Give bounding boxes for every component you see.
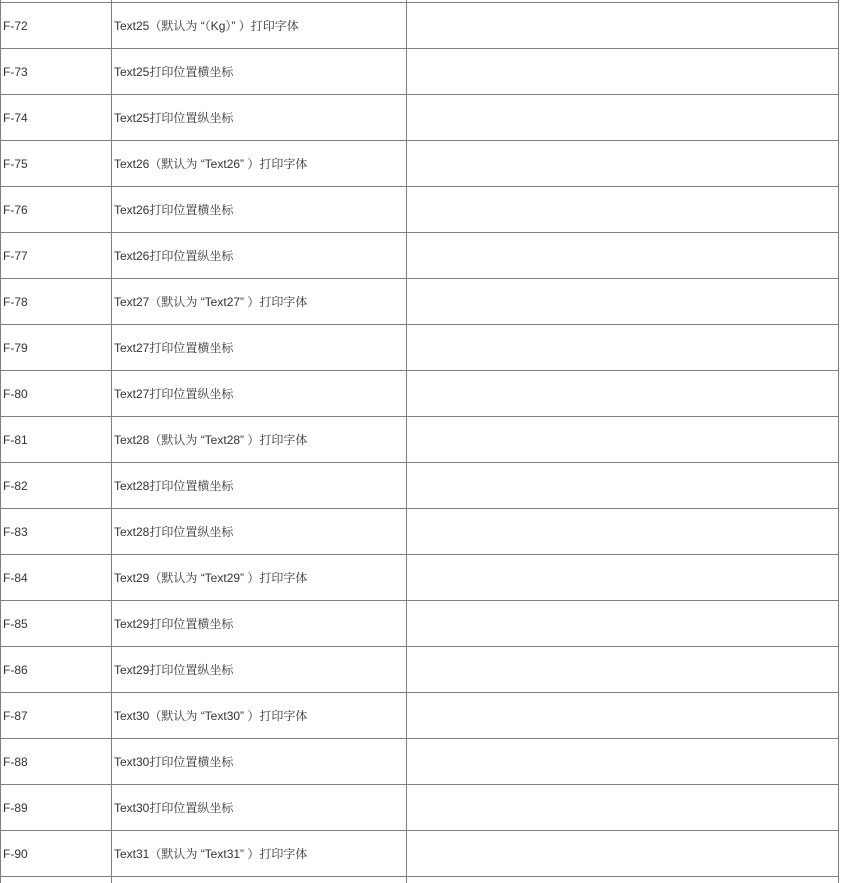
cell-notes bbox=[407, 141, 839, 187]
cell-id: F-83 bbox=[1, 509, 112, 555]
table-row bbox=[1, 601, 839, 647]
cell-id: F-73 bbox=[1, 49, 112, 95]
table-row bbox=[1, 785, 839, 831]
cell-description: Text25打印位置纵坐标 bbox=[112, 95, 407, 141]
cell-notes bbox=[407, 785, 839, 831]
table-row bbox=[1, 831, 839, 877]
cell-id: F-86 bbox=[1, 647, 112, 693]
table-row bbox=[1, 739, 839, 785]
cell-description: Text25（默认为 “（Kg）” ）打印字体 bbox=[112, 3, 407, 49]
cell-id: F-77 bbox=[1, 233, 112, 279]
cell-notes bbox=[407, 463, 839, 509]
table-row bbox=[1, 187, 839, 233]
table-row bbox=[1, 141, 839, 187]
cell-notes bbox=[407, 371, 839, 417]
cell-notes bbox=[407, 279, 839, 325]
table-row bbox=[1, 95, 839, 141]
cell-description: Text27（默认为 “Text27” ）打印字体 bbox=[112, 279, 407, 325]
cell-description: Text29打印位置横坐标 bbox=[112, 601, 407, 647]
table-row bbox=[1, 463, 839, 509]
cell-description: Text30（默认为 “Text30” ）打印字体 bbox=[112, 693, 407, 739]
cell-notes bbox=[407, 555, 839, 601]
cell-description: Text26打印位置纵坐标 bbox=[112, 233, 407, 279]
cell-notes bbox=[407, 3, 839, 49]
table-row bbox=[1, 509, 839, 555]
cell-notes bbox=[407, 831, 839, 877]
table-row bbox=[1, 49, 839, 95]
cell-notes bbox=[407, 693, 839, 739]
cell-notes bbox=[407, 601, 839, 647]
table-row bbox=[1, 555, 839, 601]
cell-id: F-78 bbox=[1, 279, 112, 325]
cell-notes bbox=[407, 187, 839, 233]
cell-id: F-90 bbox=[1, 831, 112, 877]
table-row bbox=[1, 233, 839, 279]
cell-description: Text28打印位置纵坐标 bbox=[112, 509, 407, 555]
cell-description: Text28（默认为 “Text28” ）打印字体 bbox=[112, 417, 407, 463]
cell-notes bbox=[407, 325, 839, 371]
cell-description: Text29（默认为 “Text29” ）打印字体 bbox=[112, 555, 407, 601]
cell-description: Text29打印位置纵坐标 bbox=[112, 647, 407, 693]
table-row bbox=[1, 693, 839, 739]
cell-id: F-85 bbox=[1, 601, 112, 647]
cell-id: F-89 bbox=[1, 785, 112, 831]
table-row bbox=[1, 647, 839, 693]
cell-notes bbox=[407, 647, 839, 693]
cell-description: Text28打印位置横坐标 bbox=[112, 463, 407, 509]
cell-description: Text26（默认为 “Text26” ）打印字体 bbox=[112, 141, 407, 187]
cell-id: F-76 bbox=[1, 187, 112, 233]
cell-id: F-75 bbox=[1, 141, 112, 187]
cell-description: Text30打印位置横坐标 bbox=[112, 739, 407, 785]
table-row bbox=[1, 3, 839, 49]
table-row bbox=[1, 371, 839, 417]
cell-notes bbox=[407, 739, 839, 785]
cell-description: Text25打印位置横坐标 bbox=[112, 49, 407, 95]
cell-notes bbox=[407, 95, 839, 141]
cell-description: Text31（默认为 “Text31” ）打印字体 bbox=[112, 831, 407, 877]
table-row-partial-bottom bbox=[1, 877, 839, 883]
cell-id: F-82 bbox=[1, 463, 112, 509]
cell-notes bbox=[407, 877, 839, 883]
cell-id bbox=[1, 877, 112, 883]
cell-description: Text27打印位置横坐标 bbox=[112, 325, 407, 371]
cell-notes bbox=[407, 417, 839, 463]
table-row bbox=[1, 325, 839, 371]
cell-notes bbox=[407, 509, 839, 555]
cell-id: F-80 bbox=[1, 371, 112, 417]
cell-description bbox=[112, 877, 407, 883]
cell-id: F-81 bbox=[1, 417, 112, 463]
cell-description: Text27打印位置纵坐标 bbox=[112, 371, 407, 417]
cell-id: F-88 bbox=[1, 739, 112, 785]
cell-id: F-74 bbox=[1, 95, 112, 141]
cell-id: F-79 bbox=[1, 325, 112, 371]
cell-id: F-72 bbox=[1, 3, 112, 49]
cell-notes bbox=[407, 233, 839, 279]
cell-description: Text26打印位置横坐标 bbox=[112, 187, 407, 233]
cell-id: F-87 bbox=[1, 693, 112, 739]
table-row bbox=[1, 279, 839, 325]
table-row bbox=[1, 417, 839, 463]
cell-notes bbox=[407, 49, 839, 95]
cell-id: F-84 bbox=[1, 555, 112, 601]
cell-description: Text30打印位置纵坐标 bbox=[112, 785, 407, 831]
